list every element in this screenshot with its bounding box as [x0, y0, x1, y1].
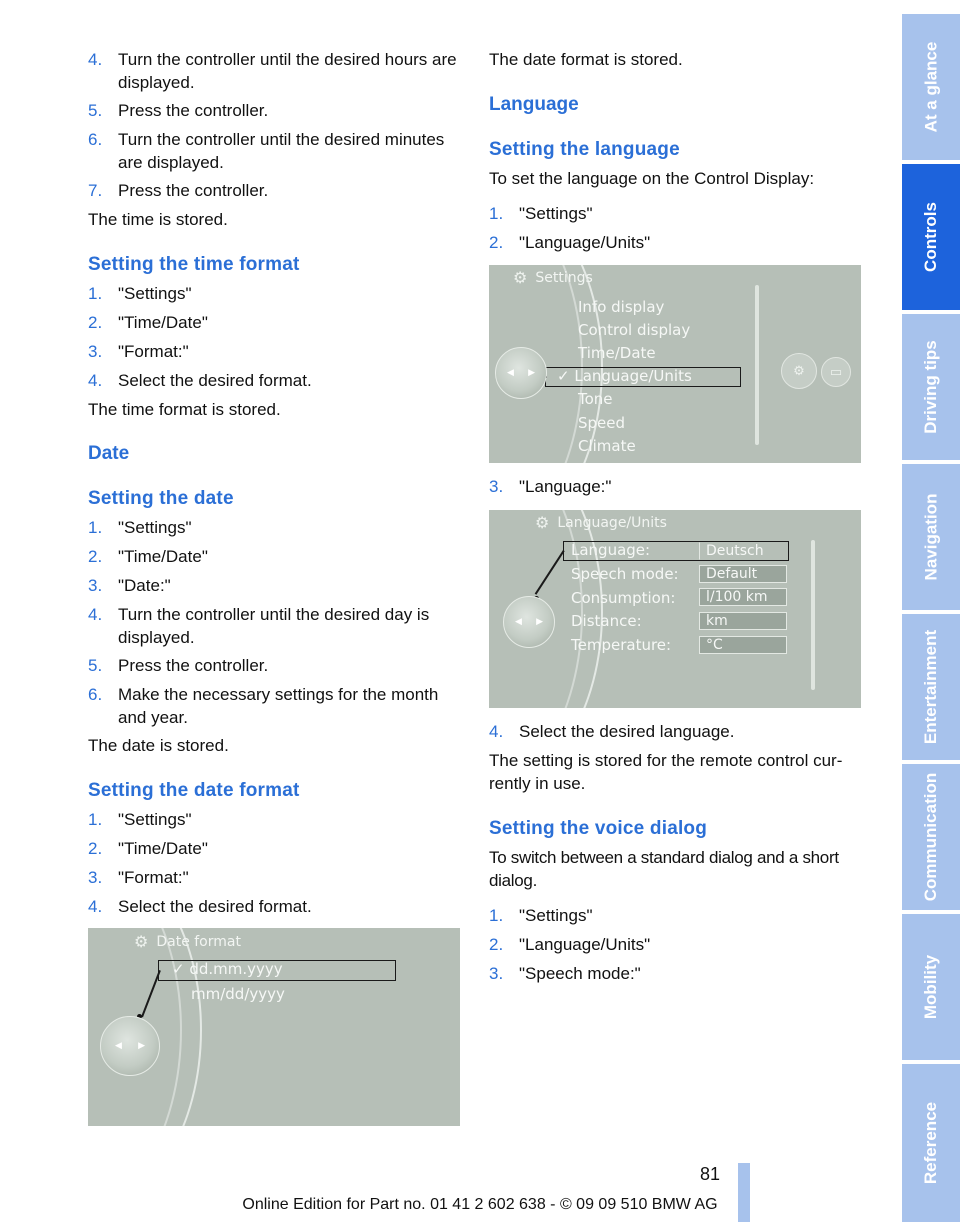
menu-item: Speed — [578, 414, 626, 432]
tab-mobility[interactable]: Mobility — [902, 914, 960, 1060]
section-heading: Setting the time format — [88, 254, 300, 275]
gear-icon: ⚙ — [513, 268, 528, 287]
footer: Online Edition for Part no. 01 41 2 602 638 - © 09 09 510 BMW AG — [242, 1196, 718, 1213]
list-item: 3. "Date:" — [88, 576, 171, 595]
list-item: 2. "Language/Units" — [489, 935, 651, 954]
controller-knob — [495, 347, 547, 399]
controller-knob — [503, 596, 555, 648]
list-item: 4. Select the desired format. — [88, 371, 312, 390]
section-heading: Setting the date — [88, 488, 234, 509]
list-item: 5. Press the controller. — [88, 656, 269, 675]
page-number: 81 — [700, 1164, 721, 1184]
setting-value: km — [699, 612, 787, 630]
tab-communication[interactable]: Communication — [902, 764, 960, 910]
menu-item-selected: ✓ Language/Units — [557, 367, 692, 385]
gear-icon: ⚙ — [535, 513, 550, 532]
list-item: 2. "Time/Date" — [88, 839, 208, 858]
controller-knob — [100, 1016, 160, 1076]
menu-item: Info display — [578, 298, 665, 316]
list-item: 4. Turn the controller until the desired day is displayed. — [88, 605, 430, 647]
paragraph: The date format is stored. — [489, 50, 683, 69]
section-heading: Date — [88, 443, 130, 464]
menu-item: Control display — [578, 321, 691, 339]
arrow-right-icon: ▶ — [536, 617, 543, 627]
screenshot-language-units — [489, 510, 861, 708]
setting-value: °C — [699, 636, 787, 654]
arrow-left-icon: ◀ — [115, 1041, 122, 1051]
screenshot-date-format — [88, 928, 460, 1126]
tab-driving-tips[interactable]: Driving tips — [902, 314, 960, 460]
list-item: 3. "Speech mode:" — [489, 964, 641, 983]
tab-navigation[interactable]: Navigation — [902, 464, 960, 610]
list-item: 4. Turn the controller until the desired hours are displayed. — [88, 50, 457, 92]
list-item: 6. Make the necessary settings for the month and year. — [88, 685, 439, 727]
paragraph: To switch between a standard dialog and a short dialog. — [489, 848, 839, 890]
section-heading: Setting the date format — [88, 780, 300, 801]
list-item: 4. Select the desired language. — [489, 722, 735, 741]
list-item: 1. "Settings" — [88, 284, 192, 303]
arrow-right-icon: ▶ — [528, 368, 535, 378]
menu-item: Time/Date — [578, 344, 656, 362]
paragraph: The date is stored. — [88, 736, 229, 755]
screen-title: ⚙ Language/Units — [535, 513, 667, 532]
arrow-right-icon: ▶ — [138, 1041, 145, 1051]
gear-icon: ⚙ — [781, 353, 817, 389]
setting-value: Deutsch — [699, 542, 787, 560]
list-item: 1. "Settings" — [489, 906, 593, 925]
paragraph: The setting is stored for the remote control cur-rently in use. — [489, 751, 843, 793]
chapter-tabs — [902, 0, 960, 1222]
paragraph: To set the language on the Control Display: — [489, 169, 815, 188]
section-heading: Language — [489, 94, 579, 115]
tab-at-a-glance[interactable]: At a glance — [902, 14, 960, 160]
setting-label: Consumption: — [571, 589, 676, 607]
list-item: 1. "Settings" — [489, 204, 593, 223]
list-item: 1. "Settings" — [88, 810, 192, 829]
display-icon: ▭ — [821, 357, 851, 387]
screenshot-settings — [489, 265, 861, 463]
list-item: 1. "Settings" — [88, 518, 192, 537]
list-item: 3. "Format:" — [88, 342, 189, 361]
screen-title: ⚙ Date format — [134, 932, 241, 951]
arrow-left-icon: ◀ — [507, 368, 514, 378]
list-item: 2. "Time/Date" — [88, 547, 208, 566]
setting-label: Speech mode: — [571, 565, 679, 583]
list-item: 7. Press the controller. — [88, 181, 269, 200]
setting-value: l/100 km — [699, 588, 787, 606]
list-item: 6. Turn the controller until the desired minutes are displayed. — [88, 130, 445, 172]
list-item: 3. "Language:" — [489, 477, 612, 496]
paragraph: The time format is stored. — [88, 400, 281, 419]
section-heading: Setting the voice dialog — [489, 818, 708, 839]
menu-item-selected: ✓ dd.mm.yyyy — [172, 960, 283, 978]
setting-label: Distance: — [571, 612, 642, 630]
list-item: 4. Select the desired format. — [88, 897, 312, 916]
scroll-track — [811, 540, 815, 690]
list-item: 5. Press the controller. — [88, 101, 269, 120]
list-item: 2. "Language/Units" — [489, 233, 651, 252]
paragraph: The time is stored. — [88, 210, 228, 229]
list-item: 3. "Format:" — [88, 868, 189, 887]
arrow-left-icon: ◀ — [515, 617, 522, 627]
setting-value: Default — [699, 565, 787, 583]
list-item: 2. "Time/Date" — [88, 313, 208, 332]
menu-item: mm/dd/yyyy — [191, 985, 285, 1003]
setting-label: Language: — [571, 541, 651, 559]
tab-controls[interactable]: Controls — [902, 164, 960, 310]
menu-item: Climate — [578, 437, 636, 455]
gear-icon: ⚙ — [134, 932, 149, 951]
screen-title: ⚙ Settings — [513, 268, 593, 287]
tab-entertainment[interactable]: Entertainment — [902, 614, 960, 760]
section-heading: Setting the language — [489, 139, 680, 160]
menu-item: Tone — [578, 390, 613, 408]
tab-reference[interactable]: Reference — [902, 1064, 960, 1222]
scroll-track — [755, 285, 759, 445]
steps-time — [88, 48, 462, 200]
setting-label: Temperature: — [571, 636, 672, 654]
